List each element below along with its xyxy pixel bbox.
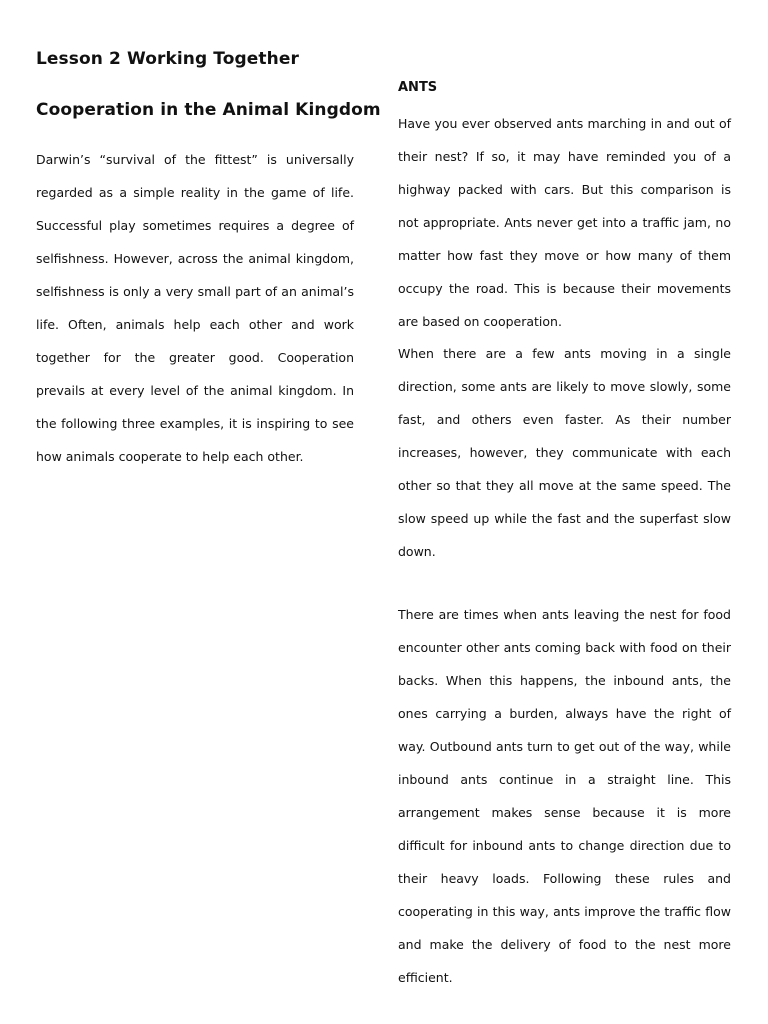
section-title: Cooperation in the Animal Kingdom xyxy=(36,100,381,120)
ants-paragraph-3: There are times when ants leaving the nest for food encounter other ants coming back with food on their backs. When this happens, the inbound ants, the ones carrying a burden, always have the right of way. Outbound ants turn to get out of the way, while inbound ants continue in a straight line. This arrangement makes sense because it is more difficult for inbound ants to change direction due to their heavy loads. Following these rules and cooperating in this way, ants improve the traffic flow and make the delivery of food to the nest more efficient. xyxy=(398,607,731,985)
intro-paragraph: Darwin’s “survival of the fittest” is universally regarded as a simple reality in the game of life. Successful play sometimes requires a degree of selfishness. However, across the animal kingdom, selfishness is only a very small part of an animal’s life. Often, animals help each other and work together for the greater good. Cooperation prevails at every level of the animal kingdom. In the following three examples, it is inspiring to see how animals cooperate to help each other. xyxy=(36,152,354,464)
ants-paragraph-2: When there are a few ants moving in a single direction, some ants are likely to move slowly, some fast, and others even faster. As their number increases, however, they communicate with each other so that they all move at the same speed. The slow speed up while the fast and the superfast slow down. xyxy=(398,346,731,559)
ants-heading: ANTS xyxy=(398,80,438,95)
lesson-title: Lesson 2 Working Together xyxy=(36,49,299,69)
ants-paragraph-1: Have you ever observed ants marching in and out of their nest? If so, it may have reminded you of a highway packed with cars. But this comparison is not appropriate. Ants never get into a traffic jam, no matter how fast they move or how many of them occupy the road. This is because their movements are based on cooperation. xyxy=(398,116,731,329)
